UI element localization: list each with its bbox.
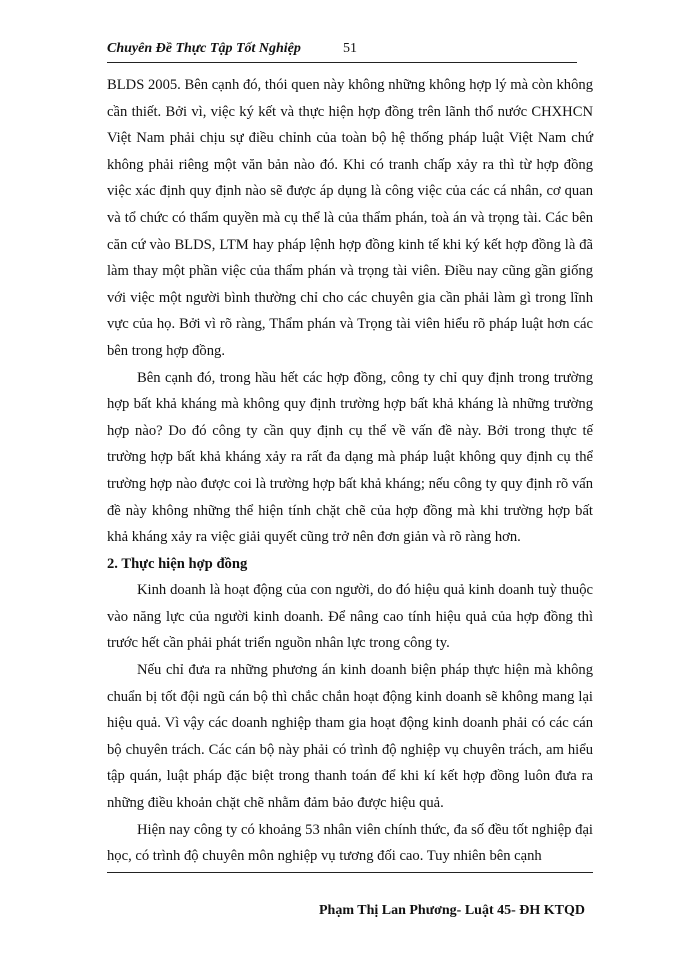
paragraph: Hiện nay công ty có khoảng 53 nhân viên chính thức, đa số đều tốt nghiệp đại học, có trình độ chuyên môn nghiệp vụ tương đối cao. Tuy nhiên bên cạnh <box>107 821 593 865</box>
page-header <box>107 40 577 63</box>
footer-author: Phạm Thị Lan Phương- Luật 45- ĐH KTQD <box>319 903 585 918</box>
paragraph: Bên cạnh đó, trong hầu hết các hợp đồng, công ty chỉ quy định trong trường hợp bất khả kháng mà không quy định trường hợp bất khả kháng là những trường hợp nào? Do đó công ty cần quy định cụ thể về vấn đề này. Bởi trong thực tế trường hợp bất khả kháng xảy ra rất đa dạng mà pháp luật không quy định cụ thể trường hợp nào được coi là trường hợp bất khả kháng; nếu công ty quy định rõ vấn đề này không những thể hiện tính chặt chẽ của hợp đồng mà khi trường hợp bất khả kháng xảy ra việc giải quyết cũng trở nên đơn giản và rõ ràng hơn. <box>107 369 593 546</box>
paragraph: Nếu chỉ đưa ra những phương án kinh doanh biện pháp thực hiện mà không chuẩn bị tốt đội ngũ cán bộ thì chắc chắn hoạt động kinh doanh sẽ không mang lại hiệu quả. Vì vậy các doanh nghiệp tham gia hoạt động kinh doanh phải có các cán bộ chuyên trách. Các cán bộ này phải có trình độ nghiệp vụ chuyên trách, am hiểu tập quán, luật pháp đặc biệt trong thanh toán để khi kí kết hợp đồng luôn đưa ra những điều khoản chặt chẽ nhằm đảm bảo được hiệu quả. <box>107 662 593 812</box>
paragraph: BLDS 2005. Bên cạnh đó, thói quen này không những không hợp lý mà còn không cần thiết. Bởi vì, việc ký kết và thực hiện hợp đồng trên lãnh thổ nước CHXHCN Việt Nam phải chịu sự điều chỉnh của toàn bộ hệ thống pháp luật Việt Nam chứ không phải riêng một văn bản nào đó. Khi có tranh chấp xảy ra thì từ hợp đồng việc xác định quy định nào sẽ được áp dụng là công việc của các cá nhân, cơ quan và tổ chức có thẩm quyền mà cụ thể là của thẩm phán, toà án và trọng tài. Các bên căn cứ vào BLDS, LTM hay pháp lệnh hợp đồng kinh tế khi ký kết hợp đồng là đã làm thay một phần việc của thẩm phán và trọng tài viên. Điều nay cũng gần giống với việc một người bình thường chỉ cho các chuyên gia cần phải làm gì trong lĩnh vực của họ. Bởi vì rõ ràng, Thẩm phán và Trọng tài viên hiểu rõ pháp luật hơn các bên trong hợp đồng. <box>107 77 593 359</box>
header-title: Chuyên Đề Thực Tập Tốt Nghiệp <box>107 41 301 56</box>
paragraph: Kinh doanh là hoạt động của con người, do đó hiệu quả kinh doanh tuỳ thuộc vào năng lực của người kinh doanh. Để nâng cao tính hiệu quả của hợp đồng thì trước hết cần phải phát triển nguồn nhân lực trong công ty. <box>107 582 593 652</box>
document-body <box>107 72 593 870</box>
page-footer <box>107 872 593 918</box>
section-heading: 2. Thực hiện hợp đồng <box>107 555 248 572</box>
page-number: 51 <box>343 41 357 56</box>
